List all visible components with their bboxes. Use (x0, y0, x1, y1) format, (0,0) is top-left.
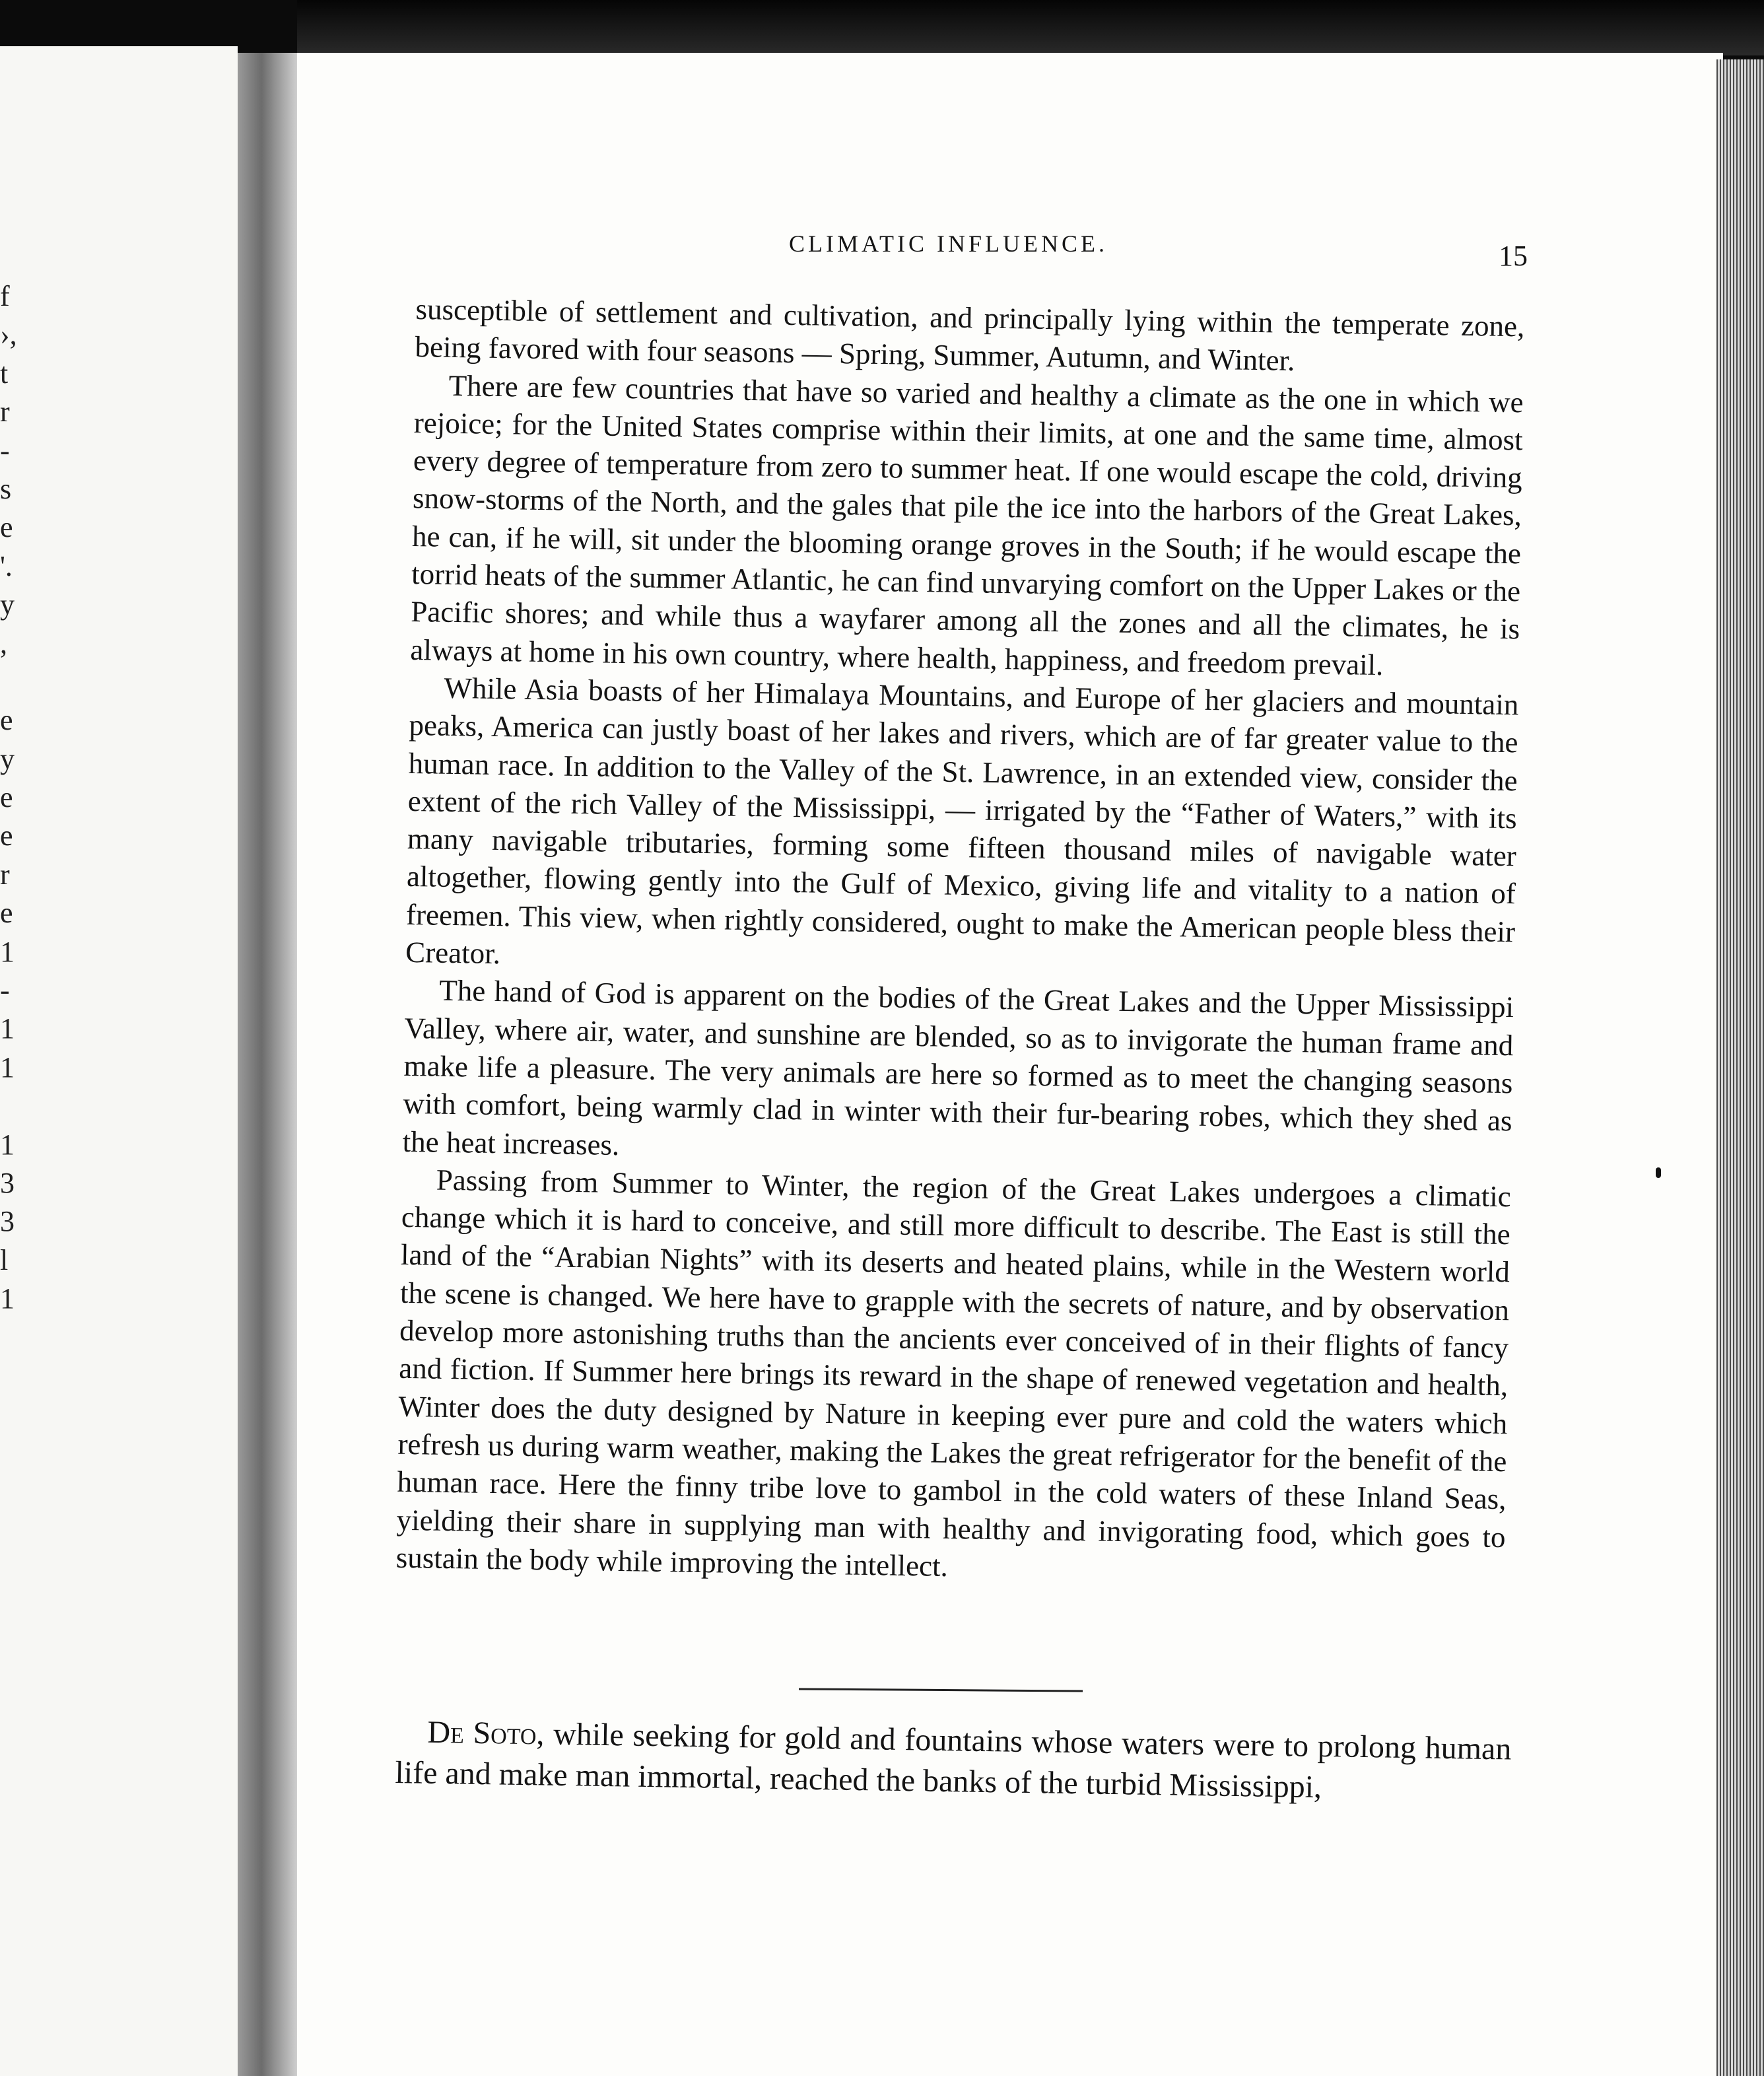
left-facing-page (0, 46, 238, 2076)
paragraph: susceptible of settlement and cultivation, and principally lying within the temperate zone, being favored with four seasons — Spring, Summer, Autumn, and Winter. (415, 292, 1525, 378)
edge-letter: r (0, 396, 10, 429)
edge-letter: e (0, 819, 13, 852)
edge-letter: f (0, 280, 10, 312)
scan-speck (1656, 1167, 1661, 1178)
edge-letter: e (0, 781, 13, 814)
edge-letter: e (0, 897, 13, 930)
top-shadow (297, 0, 1764, 55)
edge-letter: ›, (0, 318, 17, 351)
footnote (395, 1712, 1512, 1811)
footnote-lead: De Soto, (427, 1714, 545, 1752)
footnote-paragraph (395, 1712, 1512, 1811)
edge-letter: 3 (0, 1205, 15, 1238)
edge-letter (0, 1087, 20, 1125)
paragraph: Passing from Summer to Winter, the region of the Great Lakes undergoes a climatic change which it is hard to conceive, and still more difficult to describe. The East is still the land of the “Arabian Nights” with its deserts and heated plains, while in the Western world the scene is changed. We here have to grapple with the secrets of nature, and by observation develop more astonishing truths than the ancients ever conceived of in their flights of fancy and fiction. If Summer here brings its reward in the shape of renewed vegetation and health, Winter does the duty designed by Nature in keeping ever pure and cold the waters which refresh us during warm weather, making the Lakes the great refrigerator for the benefit of the human race. Here the finny tribe love to gambol in the cold waters of these Inland Seas, yielding their share in supplying man with healthy and invigorating food, which goes to sustain the body while improving the intellect. (395, 1163, 1512, 1583)
body-text (395, 291, 1524, 1594)
edge-letter: e (0, 704, 13, 737)
edge-letter: 1 (0, 1012, 15, 1045)
edge-letter: s (0, 472, 12, 505)
paragraph: While Asia boasts of her Himalaya Mountains, and Europe of her glaciers and mountain peaks, America can justly boast of her lakes and rivers, which are of far greater value to the human race. In addition to the Valley of the St. Lawrence, in an extended view, consider the extent of the rich Valley of the Mississippi, — irrigated by the “Father of Waters,” with its many navigable tributaries, forming some fifteen thousand miles of navigable water altogether, flowing gently into the Gulf of Mexico, giving life and vitality to a nation of freemen. This view, when rightly considered, ought to make the American people bless their Creator. (405, 671, 1519, 971)
paragraph: The hand of God is apparent on the bodies of the Great Lakes and the Upper Mississippi Valley, where air, water, and sunshine are blended, so as to invigorate the human frame and make life a pleasure. The very animals are here so formed as to meet the changing seasons with comfort, being warmly clad in winter with their fur-bearing robes, which they shed as the heat increases. (402, 974, 1514, 1161)
edge-letter: 1 (0, 1051, 15, 1084)
page-number: 15 (1499, 240, 1528, 272)
edge-letter: 3 (0, 1166, 15, 1199)
edge-letter: r (0, 858, 10, 891)
edge-letter: 1 (0, 1282, 15, 1315)
edge-letter: t (0, 357, 9, 390)
edge-letter: y (0, 742, 15, 775)
edge-letter: , (0, 627, 7, 660)
page-stack-edge (1716, 59, 1764, 2076)
edge-letter: 1 (0, 1128, 15, 1161)
running-head: CLIMATIC INFLUENCE. (789, 230, 1108, 257)
edge-letter (0, 663, 20, 701)
book-gutter (238, 53, 297, 2076)
edge-letter: 1 (0, 935, 15, 968)
edge-letter: e (0, 511, 13, 544)
edge-letter: - (0, 434, 10, 467)
edge-letter: y (0, 588, 15, 621)
paragraph: There are few countries that have so varied and healthy a climate as the one in which we rejoice; for the United States comprise within their limits, at one and the same time, almost every degree of temperature from zero to summer heat. If one would escape the cold, driving snow-storms of the North, and the gales that pile the ice into the harbors of the Great Lakes, he can, if he will, sit under the blooming orange groves in the South; if he would escape the torrid heats of the summer Atlantic, he can find unvarying comfort on the Upper Lakes or the Pacific shores; and while thus a wayfarer among all the zones and all the climates, he is always at home in his own country, where health, happiness, and freedom prevail. (410, 368, 1524, 681)
edge-letter: l (0, 1243, 9, 1276)
footnote-body: while seeking for gold and fountains whose waters were to prolong human life and make man immortal, reached the banks of the turbid Mississippi, (395, 1716, 1512, 1805)
left-page-edge-letters (0, 277, 20, 1319)
edge-letter: '. (0, 549, 13, 582)
edge-letter: - (0, 974, 10, 1007)
